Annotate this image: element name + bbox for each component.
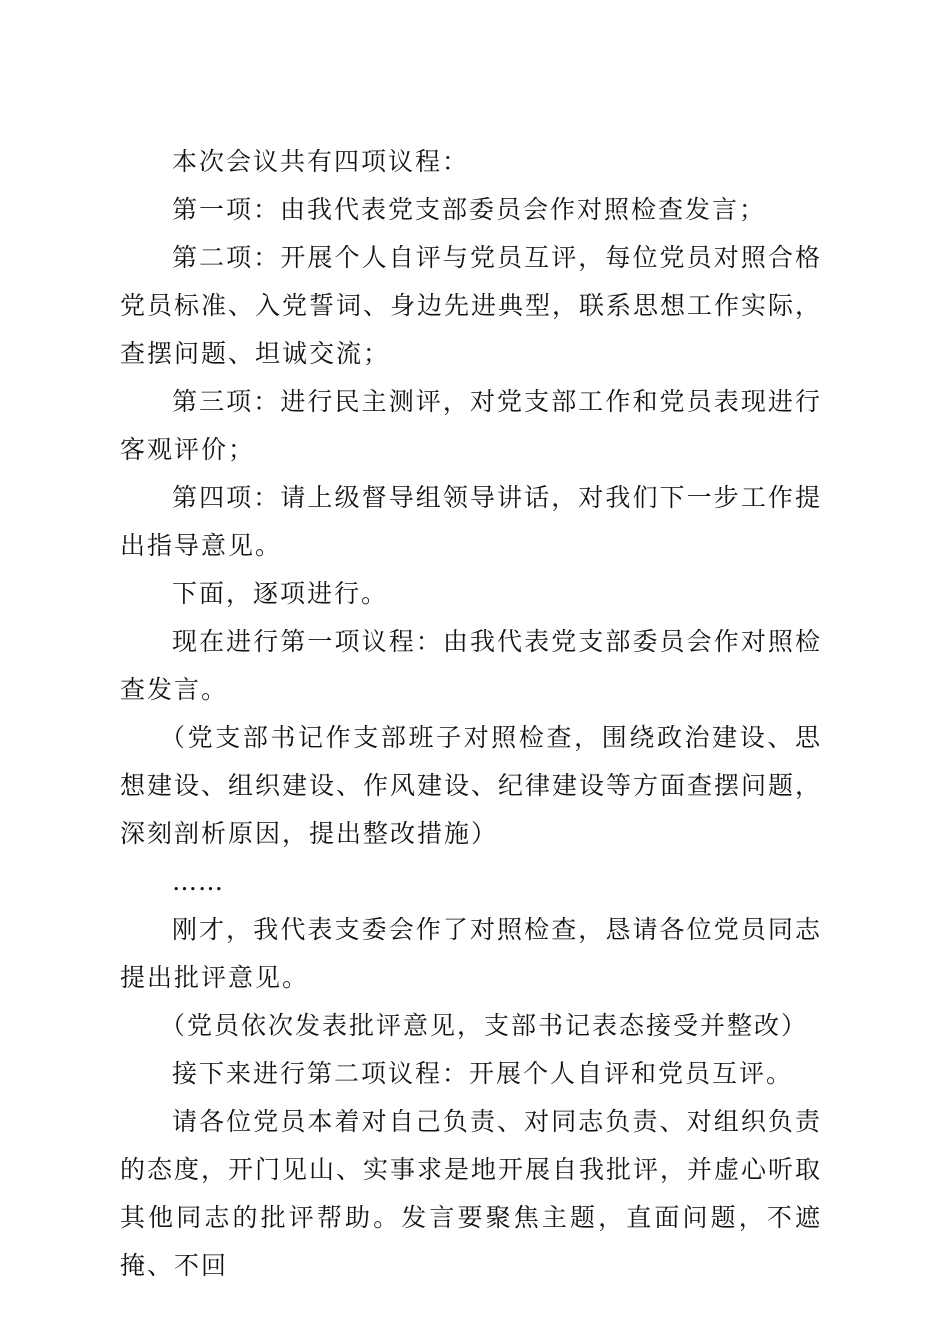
first-item-announcement: 现在进行第一项议程：由我代表党支部委员会作对照检查发言。	[120, 627, 822, 704]
ellipsis: ……	[172, 867, 224, 896]
members-note: （党员依次发表批评意见，支部书记表态接受并整改）	[160, 1011, 809, 1040]
agenda-item-3: 第三项：进行民主测评，对党支部工作和党员表现进行客观评价；	[120, 387, 822, 464]
agenda-intro: 本次会议共有四项议程：	[172, 147, 470, 176]
agenda-item-1: 第一项：由我代表党支部委员会作对照检查发言；	[172, 195, 767, 224]
secretary-note: （党支部书记作支部班子对照检查，围绕政治建设、思想建设、组织建设、作风建设、纪律建设等方面查摆问题，深刻剖析原因，提出整改措施）	[120, 723, 823, 848]
agenda-item-4: 第四项：请上级督导组领导讲话，对我们下一步工作提出指导意见。	[120, 483, 822, 560]
proceed-statement: 下面，逐项进行。	[172, 579, 389, 608]
document-body	[120, 138, 822, 1290]
agenda-item-2: 第二项：开展个人自评与党员互评，每位党员对照合格党员标准、入党誓词、身边先进典型，联系思想工作实际，查摆问题、坦诚交流；	[120, 243, 823, 368]
criticism-request: 刚才，我代表支委会作了对照检查，恳请各位党员同志提出批评意见。	[120, 915, 822, 992]
self-criticism-instruction: 请各位党员本着对自己负责、对同志负责、对组织负责的态度，开门见山、实事求是地开展自我批评，并虚心听取其他同志的批评帮助。发言要聚焦主题，直面问题，不遮掩、不回	[120, 1107, 823, 1280]
second-item-announcement: 接下来进行第二项议程：开展个人自评和党员互评。	[172, 1059, 794, 1088]
